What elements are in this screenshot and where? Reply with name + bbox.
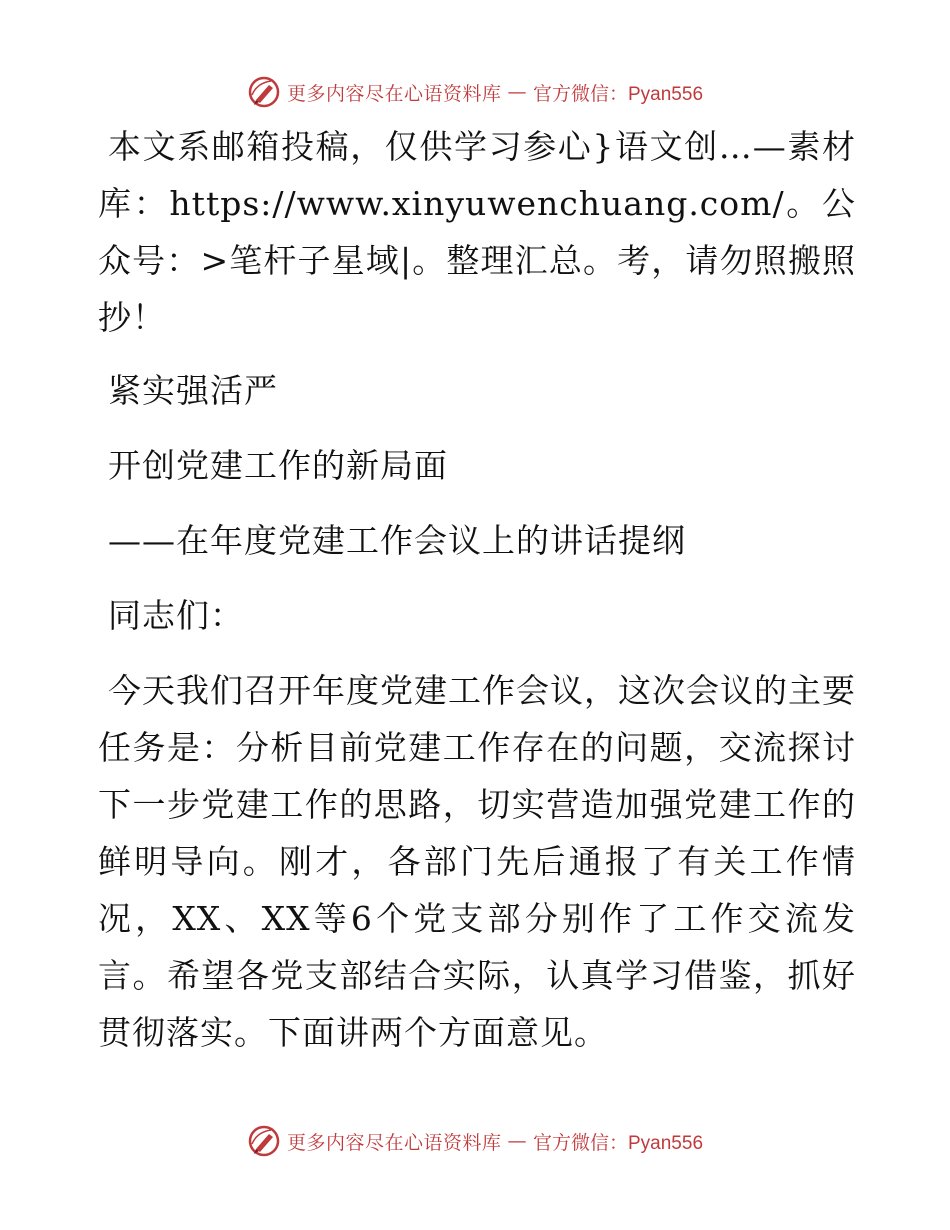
header-site-text: 更多内容尽在心语资料库 bbox=[286, 82, 502, 105]
document-body bbox=[98, 118, 856, 1061]
header-wechat-text: 官方微信：Pyan556 bbox=[533, 83, 704, 105]
header-separator: — bbox=[507, 81, 527, 103]
header-banner bbox=[0, 72, 950, 112]
footer-wechat-text: 官方微信：Pyan556 bbox=[533, 1132, 704, 1154]
salutation: 同志们： bbox=[108, 596, 244, 635]
pen-circle-logo-icon bbox=[247, 75, 281, 109]
footer-separator: — bbox=[507, 1130, 527, 1152]
title-line-2: 开创党建工作的新局面 bbox=[108, 446, 448, 485]
footer-banner bbox=[0, 1121, 950, 1161]
title-line-1: 紧实强活严 bbox=[108, 371, 278, 410]
body-paragraph: 今天我们召开年度党建工作会议，这次会议的主要任务是：分析目前党建工作存在的问题，交流探讨下一步党建工作的思路，切实营造加强党建工作的鲜明导向。刚才，各部门先后通报了有关工作情况，XX、XX等6个党支部分别作了工作交流发言。希望各党支部结合实际，认真学习借鉴，抓好贯彻落实。下面讲两个方面意见。 bbox=[98, 671, 856, 1052]
subtitle: ——在年度党建工作会议上的讲话提纲 bbox=[108, 521, 686, 560]
footer-site-text: 更多内容尽在心语资料库 bbox=[286, 1131, 502, 1154]
notice-paragraph: 本文系邮箱投稿，仅供学习参心}语文创…—素材库：https://www.xinyuwenchuang.com/。公众号：>笔杆子星域|。整理汇总。考，请勿照搬照抄！ bbox=[98, 127, 856, 337]
pen-circle-logo-icon bbox=[247, 1124, 281, 1158]
